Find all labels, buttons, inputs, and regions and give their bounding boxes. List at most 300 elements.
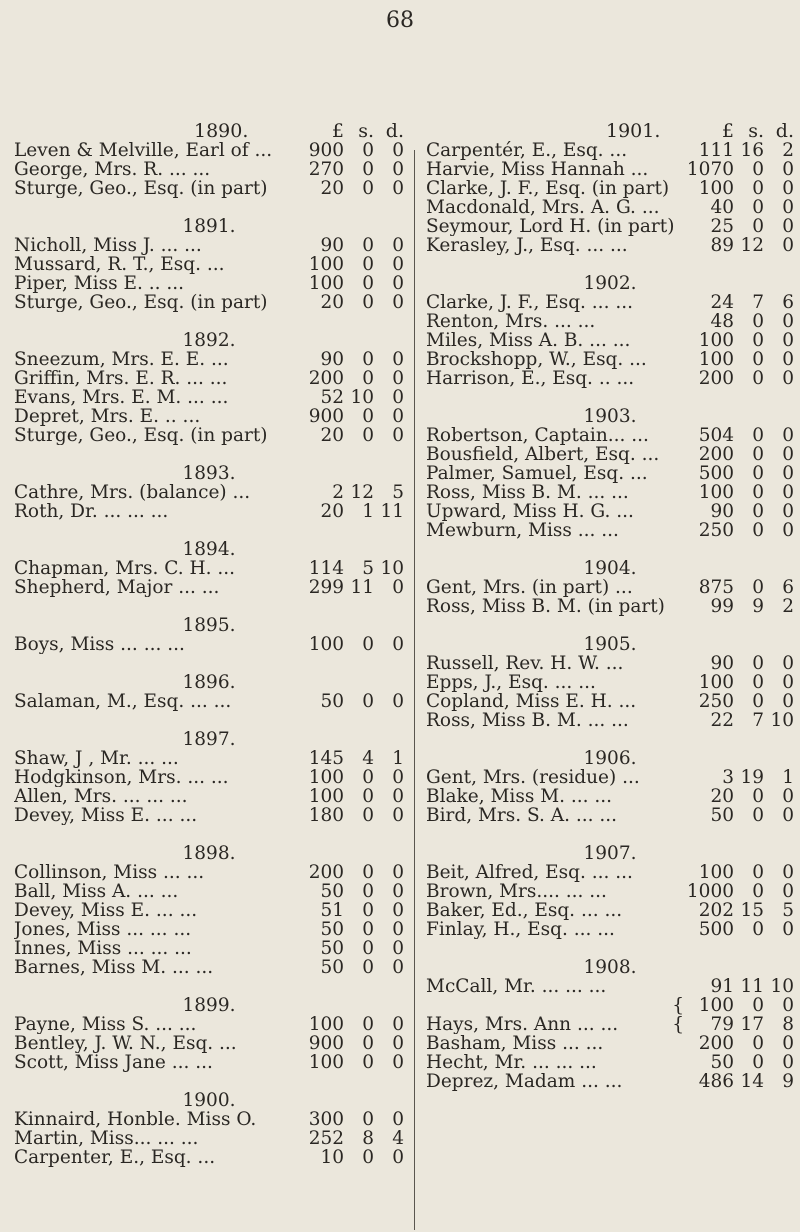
amount xyxy=(680,464,794,483)
shillings-value: 0 xyxy=(362,349,374,370)
pounds-value: 50 xyxy=(320,919,344,940)
entry-row xyxy=(426,787,794,806)
donor-name: Sturge, Geo., Esq. (in part) xyxy=(14,293,268,312)
pence-value: 0 xyxy=(782,330,794,351)
donor-name: Russell, Rev. H. W. ... xyxy=(426,654,624,673)
shillings-value: 0 xyxy=(752,786,764,807)
amount xyxy=(680,863,794,882)
entry-row xyxy=(14,483,404,502)
pence-value: 10 xyxy=(770,710,794,731)
year-label: 1896. xyxy=(182,672,236,693)
donor-name: Upward, Miss H. G. ... xyxy=(426,502,634,521)
shillings-value: 0 xyxy=(362,254,374,275)
entry-row xyxy=(14,635,404,654)
entry-row xyxy=(426,369,794,388)
amount xyxy=(680,1034,794,1053)
amount xyxy=(680,445,794,464)
donor-name: Epps, J., Esq. ... ... xyxy=(426,673,596,692)
shillings-value: 0 xyxy=(362,1033,374,1054)
pounds-value: 20 xyxy=(320,501,344,522)
entry-row xyxy=(14,692,404,711)
left-column xyxy=(14,122,404,1167)
pounds-value: 50 xyxy=(710,805,734,826)
pounds-value: 486 xyxy=(698,1071,734,1092)
section-gap xyxy=(426,730,794,749)
section-gap xyxy=(14,445,404,464)
year-label: 1899. xyxy=(182,995,236,1016)
entry-row xyxy=(14,350,404,369)
pence-value: 0 xyxy=(392,938,404,959)
amount xyxy=(680,293,794,312)
pounds-value: 3 xyxy=(722,767,734,788)
pounds-value: 299 xyxy=(308,577,344,598)
pounds-value: 50 xyxy=(320,881,344,902)
donor-name: Clarke, J. F., Esq. (in part) xyxy=(426,179,670,198)
donor-name: Deprez, Madam ... ... xyxy=(426,1072,623,1091)
pence-value: 0 xyxy=(392,368,404,389)
entry-row xyxy=(14,502,404,521)
donor-name: Devey, Miss E. ... ... xyxy=(14,806,198,825)
pounds-value: 100 xyxy=(698,330,734,351)
shillings-value: 0 xyxy=(752,349,764,370)
pence-value: 0 xyxy=(782,881,794,902)
section-gap xyxy=(14,312,404,331)
entry-row xyxy=(14,863,404,882)
pence-value: 0 xyxy=(782,425,794,446)
amount xyxy=(290,141,404,160)
pounds-value: 100 xyxy=(698,672,734,693)
amount xyxy=(290,1110,404,1129)
amount xyxy=(680,502,794,521)
amount xyxy=(290,407,404,426)
amount xyxy=(680,787,794,806)
donor-name: Carpenter, E., Esq. ... xyxy=(14,1148,216,1167)
year-label: 1906. xyxy=(583,748,637,769)
amount xyxy=(680,217,794,236)
entry-row xyxy=(426,160,794,179)
shillings-value: 0 xyxy=(752,178,764,199)
amount xyxy=(680,369,794,388)
page-number: 68 xyxy=(386,8,414,33)
donor-name: Beit, Alfred, Esq. ... ... xyxy=(426,863,633,882)
pence-value: 0 xyxy=(782,197,794,218)
shillings-value: 19 xyxy=(740,767,764,788)
shillings-value: 12 xyxy=(350,482,374,503)
year-label: 1908. xyxy=(583,957,637,978)
pence-value: 0 xyxy=(782,235,794,256)
pounds-header: £ xyxy=(331,120,344,142)
pence-value: 0 xyxy=(392,691,404,712)
shillings-value: 10 xyxy=(350,387,374,408)
pence-value: 0 xyxy=(392,387,404,408)
entry-row xyxy=(426,768,794,787)
amount xyxy=(680,179,794,198)
amount xyxy=(290,863,404,882)
pounds-value: 50 xyxy=(320,691,344,712)
amount xyxy=(680,1072,794,1091)
pounds-value: 100 xyxy=(308,254,344,275)
donor-name: Chapman, Mrs. C. H. ... xyxy=(14,559,236,578)
pence-value: 0 xyxy=(782,805,794,826)
donor-name: Salaman, M., Esq. ... ... xyxy=(14,692,232,711)
pence-value: 0 xyxy=(782,786,794,807)
pounds-value: 100 xyxy=(308,1014,344,1035)
donor-name: Jones, Miss ... ... ... xyxy=(14,920,192,939)
amount xyxy=(290,768,404,787)
donor-name: Mewburn, Miss ... ... xyxy=(426,521,619,540)
donor-name: Mussard, R. T., Esq. ... xyxy=(14,255,225,274)
shillings-value: 0 xyxy=(362,178,374,199)
shillings-value: 12 xyxy=(740,235,764,256)
donor-name: Renton, Mrs. ... ... xyxy=(426,312,596,331)
pence-value: 1 xyxy=(782,767,794,788)
pounds-value: 504 xyxy=(698,425,734,446)
donor-name: Devey, Miss E. ... ... xyxy=(14,901,198,920)
section-gap xyxy=(14,597,404,616)
amount xyxy=(290,160,404,179)
pence-value: 2 xyxy=(782,140,794,161)
amount xyxy=(680,654,794,673)
amount xyxy=(680,692,794,711)
pounds-value: 500 xyxy=(698,463,734,484)
pence-value: 0 xyxy=(392,1109,404,1130)
pence-value: 5 xyxy=(392,482,404,503)
donor-name: Basham, Miss ... ... xyxy=(426,1034,604,1053)
donor-name: Evans, Mrs. E. M. ... ... xyxy=(14,388,229,407)
amount xyxy=(680,331,794,350)
amount xyxy=(680,597,794,616)
entry-row xyxy=(426,502,794,521)
shillings-header: s. xyxy=(358,120,374,142)
pounds-header: £ xyxy=(721,120,734,142)
shillings-value: 0 xyxy=(362,957,374,978)
shillings-header: s. xyxy=(748,120,764,142)
pence-value: 0 xyxy=(392,159,404,180)
entry-row xyxy=(14,388,404,407)
section-gap xyxy=(14,198,404,217)
amount xyxy=(290,787,404,806)
pounds-value: 111 xyxy=(698,140,734,161)
entry-row xyxy=(14,920,404,939)
pounds-value: 40 xyxy=(710,197,734,218)
entry-row xyxy=(14,578,404,597)
shillings-value: 0 xyxy=(362,881,374,902)
amount xyxy=(680,901,794,920)
entry-row xyxy=(14,882,404,901)
entry-row xyxy=(14,806,404,825)
pounds-value: 900 xyxy=(308,140,344,161)
pence-value: 0 xyxy=(392,957,404,978)
entry-row xyxy=(426,293,794,312)
entry-row xyxy=(426,863,794,882)
amount xyxy=(290,388,404,407)
pounds-value: 200 xyxy=(698,444,734,465)
pence-value: 0 xyxy=(782,368,794,389)
amount xyxy=(680,882,794,901)
shillings-value: 7 xyxy=(752,710,764,731)
amount xyxy=(290,749,404,768)
shillings-value: 0 xyxy=(752,995,764,1016)
pounds-value: 145 xyxy=(308,748,344,769)
pounds-value: 50 xyxy=(320,938,344,959)
amount xyxy=(680,1053,794,1072)
pounds-value: 100 xyxy=(698,862,734,883)
pounds-value: 20 xyxy=(320,292,344,313)
entry-row xyxy=(426,331,794,350)
shillings-value: 0 xyxy=(752,444,764,465)
shillings-value: 0 xyxy=(362,1052,374,1073)
pounds-value: 875 xyxy=(698,577,734,598)
amount xyxy=(680,920,794,939)
entry-row xyxy=(14,559,404,578)
shillings-value: 0 xyxy=(362,425,374,446)
pounds-value: 79 xyxy=(710,1014,734,1035)
donor-name: Roth, Dr. ... ... ... xyxy=(14,502,169,521)
pounds-value: 24 xyxy=(710,292,734,313)
donor-name: George, Mrs. R. ... ... xyxy=(14,160,211,179)
pounds-value: 100 xyxy=(308,273,344,294)
amount xyxy=(290,483,404,502)
pounds-value: 50 xyxy=(710,1052,734,1073)
pence-value: 9 xyxy=(782,1071,794,1092)
pence-value: 0 xyxy=(782,1033,794,1054)
entry-row xyxy=(426,1072,794,1091)
amount xyxy=(290,236,404,255)
year-label: 1893. xyxy=(182,463,236,484)
entry-row xyxy=(426,350,794,369)
amount xyxy=(290,806,404,825)
pence-value: 0 xyxy=(392,900,404,921)
section-gap xyxy=(426,616,794,635)
currency-headers xyxy=(290,122,404,141)
shillings-value: 0 xyxy=(362,786,374,807)
pounds-value: 99 xyxy=(710,596,734,617)
pounds-value: 100 xyxy=(698,349,734,370)
pounds-value: 202 xyxy=(698,900,734,921)
entry-row xyxy=(426,312,794,331)
shillings-value: 0 xyxy=(752,216,764,237)
entry-row xyxy=(426,711,794,730)
pounds-value: 200 xyxy=(698,368,734,389)
pounds-value: 100 xyxy=(308,767,344,788)
donor-name: Hecht, Mr. ... ... ... xyxy=(426,1053,597,1072)
pence-header: d. xyxy=(385,120,404,142)
donor-name: Palmer, Samuel, Esq. ... xyxy=(426,464,648,483)
shillings-value: 0 xyxy=(752,463,764,484)
section-gap xyxy=(426,825,794,844)
donor-name: Kinnaird, Honble. Miss O. xyxy=(14,1110,257,1129)
pounds-value: 20 xyxy=(710,786,734,807)
pounds-value: 100 xyxy=(698,482,734,503)
donor-name: Martin, Miss... ... ... xyxy=(14,1129,199,1148)
year-header-row xyxy=(14,122,404,141)
pence-value: 0 xyxy=(392,349,404,370)
entry-row xyxy=(426,1034,794,1053)
year-header-row xyxy=(426,122,794,141)
pence-value: 0 xyxy=(782,862,794,883)
donor-name: Clarke, J. F., Esq. ... ... xyxy=(426,293,633,312)
entry-row xyxy=(14,236,404,255)
donor-name: Shaw, J , Mr. ... ... xyxy=(14,749,179,768)
amount xyxy=(290,1129,404,1148)
donor-name: Ball, Miss A. ... ... xyxy=(14,882,179,901)
amount xyxy=(290,1053,404,1072)
entry-row xyxy=(14,160,404,179)
pence-value: 0 xyxy=(782,995,794,1016)
pounds-value: 2 xyxy=(332,482,344,503)
shillings-value: 0 xyxy=(752,653,764,674)
pounds-value: 10 xyxy=(320,1147,344,1168)
amount xyxy=(680,806,794,825)
brace-mark: { xyxy=(672,1014,684,1035)
shillings-value: 0 xyxy=(362,1014,374,1035)
year-label: 1894. xyxy=(182,539,236,560)
pence-value: 0 xyxy=(392,254,404,275)
donor-name: Finlay, H., Esq. ... ... xyxy=(426,920,615,939)
shillings-value: 0 xyxy=(362,691,374,712)
entry-row xyxy=(426,1015,794,1034)
entry-row xyxy=(426,806,794,825)
pounds-value: 52 xyxy=(320,387,344,408)
donor-name: Copland, Miss E. H. ... xyxy=(426,692,637,711)
pence-value: 0 xyxy=(392,862,404,883)
amount xyxy=(680,578,794,597)
year-label: 1898. xyxy=(182,843,236,864)
entry-row xyxy=(426,977,794,996)
entry-row xyxy=(14,426,404,445)
section-gap xyxy=(14,654,404,673)
amount xyxy=(680,426,794,445)
shillings-value: 0 xyxy=(752,482,764,503)
pence-value: 0 xyxy=(392,1033,404,1054)
shillings-value: 4 xyxy=(362,748,374,769)
pence-value: 6 xyxy=(782,292,794,313)
donor-name: Innes, Miss ... ... ... xyxy=(14,939,192,958)
entry-row xyxy=(426,901,794,920)
amount xyxy=(680,198,794,217)
entry-row xyxy=(14,1015,404,1034)
amount xyxy=(680,711,794,730)
entry-row xyxy=(14,1110,404,1129)
donor-name: Brown, Mrs.... ... ... xyxy=(426,882,607,901)
entry-row xyxy=(426,483,794,502)
pounds-value: 90 xyxy=(710,653,734,674)
pounds-value: 1000 xyxy=(686,881,734,902)
entry-row xyxy=(14,1129,404,1148)
pounds-value: 20 xyxy=(320,178,344,199)
entry-row xyxy=(14,141,404,160)
shillings-value: 0 xyxy=(362,235,374,256)
amount xyxy=(680,673,794,692)
shillings-value: 16 xyxy=(740,140,764,161)
donor-name: Kerasley, J., Esq. ... ... xyxy=(426,236,628,255)
pounds-value: 50 xyxy=(320,957,344,978)
column-divider xyxy=(414,150,415,1230)
pence-value: 0 xyxy=(392,881,404,902)
pounds-value: 900 xyxy=(308,406,344,427)
pence-value: 0 xyxy=(782,919,794,940)
entry-row xyxy=(14,1053,404,1072)
right-column xyxy=(426,122,794,1091)
shillings-value: 5 xyxy=(362,558,374,579)
donor-name: Sturge, Geo., Esq. (in part) xyxy=(14,426,268,445)
shillings-value: 17 xyxy=(740,1014,764,1035)
donor-name: Shepherd, Major ... ... xyxy=(14,578,220,597)
shillings-value: 0 xyxy=(362,140,374,161)
pence-value: 10 xyxy=(770,976,794,997)
donor-name: Scott, Miss Jane ... ... xyxy=(14,1053,213,1072)
shillings-value: 0 xyxy=(752,425,764,446)
year-label: 1895. xyxy=(182,615,236,636)
pence-value: 0 xyxy=(392,577,404,598)
donor-name: Bousfield, Albert, Esq. ... xyxy=(426,445,660,464)
shillings-value: 11 xyxy=(740,976,764,997)
amount xyxy=(290,179,404,198)
shillings-value: 0 xyxy=(362,862,374,883)
pence-value: 0 xyxy=(782,349,794,370)
year-label: 1901. xyxy=(606,122,661,141)
pence-header: d. xyxy=(775,120,794,142)
entry-row xyxy=(14,958,404,977)
pence-value: 0 xyxy=(782,178,794,199)
donor-name: Leven & Melville, Earl of ... xyxy=(14,141,273,160)
pence-value: 1 xyxy=(392,748,404,769)
pounds-value: 91 xyxy=(710,976,734,997)
entry-row xyxy=(426,521,794,540)
shillings-value: 0 xyxy=(752,330,764,351)
entry-row xyxy=(426,882,794,901)
pence-value: 4 xyxy=(392,1128,404,1149)
donor-name: Seymour, Lord H. (in part) xyxy=(426,217,675,236)
shillings-value: 0 xyxy=(362,767,374,788)
pounds-value: 100 xyxy=(308,786,344,807)
section-gap xyxy=(14,977,404,996)
donor-name: Boys, Miss ... ... ... xyxy=(14,635,185,654)
entry-row xyxy=(426,426,794,445)
pounds-value: 90 xyxy=(710,501,734,522)
amount xyxy=(680,483,794,502)
pence-value: 0 xyxy=(392,634,404,655)
entry-row xyxy=(426,597,794,616)
shillings-value: 0 xyxy=(362,805,374,826)
entry-row xyxy=(426,464,794,483)
pence-value: 0 xyxy=(392,919,404,940)
pence-value: 0 xyxy=(392,425,404,446)
pence-value: 0 xyxy=(392,235,404,256)
pence-value: 0 xyxy=(782,672,794,693)
amount xyxy=(290,692,404,711)
amount xyxy=(290,426,404,445)
section-gap xyxy=(426,540,794,559)
pounds-value: 200 xyxy=(698,1033,734,1054)
entry-row xyxy=(14,255,404,274)
donor-name: Harvie, Miss Hannah ... xyxy=(426,160,649,179)
pounds-value: 90 xyxy=(320,235,344,256)
pence-value: 0 xyxy=(392,786,404,807)
pence-value: 0 xyxy=(392,805,404,826)
entry-row xyxy=(14,274,404,293)
pounds-value: 100 xyxy=(698,995,734,1016)
entry-row xyxy=(426,141,794,160)
section-gap xyxy=(14,521,404,540)
shillings-value: 0 xyxy=(752,672,764,693)
amount xyxy=(290,369,404,388)
amount xyxy=(290,350,404,369)
pence-value: 0 xyxy=(782,501,794,522)
amount xyxy=(290,255,404,274)
pounds-value: 25 xyxy=(710,216,734,237)
pence-value: 0 xyxy=(392,767,404,788)
